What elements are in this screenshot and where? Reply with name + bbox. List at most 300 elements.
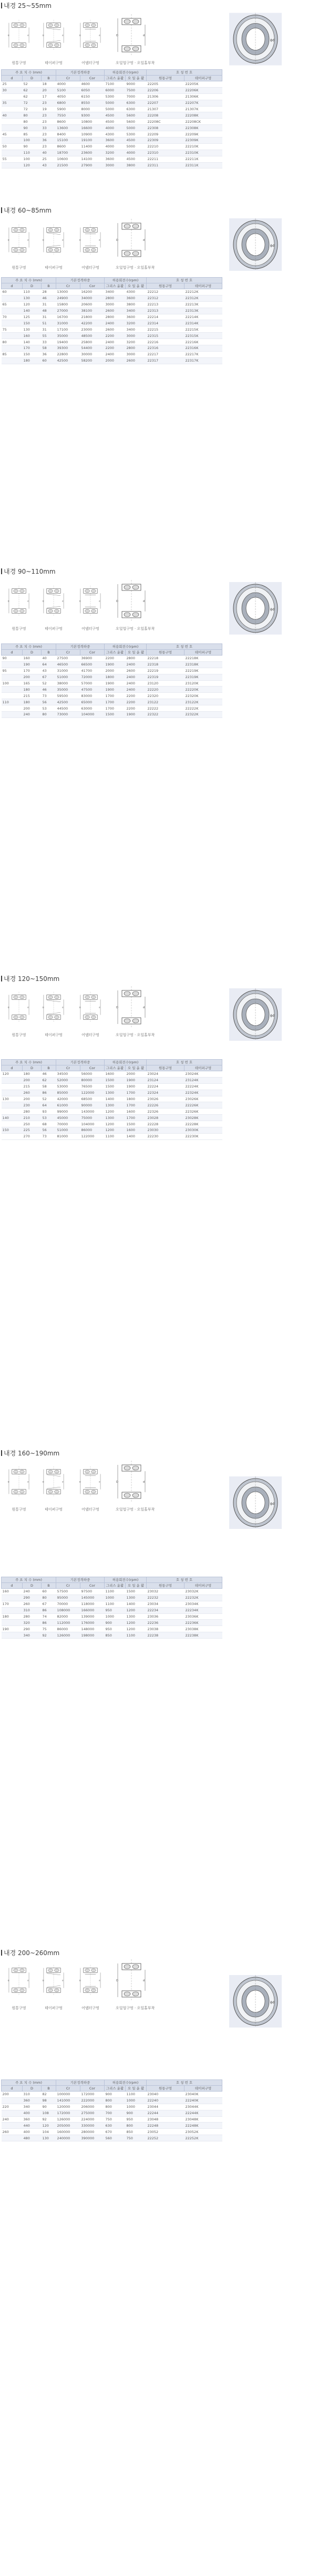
table-cell: 2200 <box>105 345 126 352</box>
standard-caption: 원통구멍 <box>12 61 26 65</box>
table-cell: 23024K <box>184 1071 222 1078</box>
table-cell: 2400 <box>105 351 126 357</box>
table-row <box>2 143 222 150</box>
table-cell: 90 <box>23 143 42 150</box>
table-cell: 130 <box>23 326 42 333</box>
table-cell: 122000 <box>80 1133 105 1139</box>
tapered-bore-diagram <box>42 1458 65 1512</box>
table-cell: 46 <box>42 295 56 301</box>
table-cell: 330000 <box>80 2123 105 2129</box>
table-cell: 290 <box>23 1595 42 1601</box>
table-cell: 7000 <box>126 93 147 100</box>
table-cell: 800 <box>105 2097 126 2104</box>
table-cell: 22222 <box>147 705 184 712</box>
table-cell: 60 <box>2 289 23 295</box>
table-cell: 130 <box>42 2135 56 2141</box>
header-bearing-no: 호 칭 번 호 <box>147 1577 222 1583</box>
table-cell: 950 <box>126 2116 147 2123</box>
table-cell: 104000 <box>80 712 105 718</box>
table-cell: 62 <box>23 87 42 93</box>
table-cell: 148000 <box>80 1626 105 1632</box>
table-cell: 108000 <box>56 1607 80 1613</box>
table-cell: 23032 <box>147 1589 184 1595</box>
svg-text:d: d <box>143 1481 145 1484</box>
table-cell: 22217K <box>184 351 222 357</box>
table-cell <box>2 333 23 339</box>
table-cell: 45000 <box>56 1115 80 1121</box>
svg-text:d: d <box>62 1481 64 1483</box>
svg-text:d: d <box>99 1481 100 1483</box>
svg-text:D: D <box>42 1481 44 1483</box>
table-cell: 750 <box>126 2135 147 2141</box>
svg-text:D: D <box>42 34 44 37</box>
table-cell: 23052 <box>147 2129 184 2135</box>
table-cell <box>2 674 23 680</box>
withdrawal-caption: 오일업구멍 · 오일홀부착 <box>116 2006 155 2010</box>
table-cell: 15100 <box>56 138 80 144</box>
table-cell: 22212K <box>184 289 222 295</box>
table-cell <box>2 1108 23 1115</box>
withdrawal-bore-diagram <box>116 984 155 1037</box>
table-cell: 900 <box>126 2110 147 2116</box>
table-cell <box>2 295 23 301</box>
table-cell: 100 <box>23 138 42 144</box>
table-cell: 43 <box>42 162 56 168</box>
svg-text:ϕd: ϕd <box>270 608 274 611</box>
svg-text:D: D <box>116 239 118 242</box>
table-cell: 1200 <box>105 1121 126 1127</box>
table-cell: 22324 <box>147 1090 184 1096</box>
table-cell: 22224 <box>147 1083 184 1090</box>
table-row <box>2 357 222 364</box>
table-cell: 27500 <box>56 656 80 662</box>
table-cell: 22215K <box>184 326 222 333</box>
table-cell: 22218 <box>147 656 184 662</box>
table-cell: 1200 <box>126 1620 147 1626</box>
header-taper: 테이퍼구멍 <box>184 76 222 81</box>
table-cell: 2800 <box>126 656 147 662</box>
table-row <box>2 705 222 712</box>
table-cell: 6800 <box>56 100 80 106</box>
table-row <box>2 339 222 345</box>
table-cell <box>2 693 23 699</box>
header-basic-load: 기본정격하중 <box>56 278 105 283</box>
table-cell: 22317K <box>184 357 222 364</box>
table-cell: 3000 <box>105 162 126 168</box>
table-row <box>2 1632 222 1639</box>
table-cell: 21306 <box>147 93 184 100</box>
table-cell: 110 <box>23 150 42 156</box>
table-cell: 22207K <box>184 100 222 106</box>
table-cell: 31000 <box>56 668 80 674</box>
spec-table <box>1 277 222 364</box>
table-cell: 86 <box>42 1607 56 1613</box>
table-cell: 22208CK <box>184 119 222 125</box>
standard-caption: 원통구멍 <box>12 2006 26 2010</box>
table-cell: 3800 <box>126 162 147 168</box>
table-cell: 80 <box>23 112 42 119</box>
table-cell: 120 <box>2 1071 23 1078</box>
table-cell: 22219K <box>184 668 222 674</box>
table-cell: 23052K <box>184 2129 222 2135</box>
table-cell: 6300 <box>126 106 147 112</box>
table-cell: 80000 <box>80 1077 105 1083</box>
table-cell: 22232 <box>147 1595 184 1601</box>
table-cell: 112000 <box>56 1620 80 1626</box>
svg-text:D: D <box>42 239 44 241</box>
header-Cor: Cor <box>80 1583 105 1589</box>
table-cell: 24900 <box>56 295 80 301</box>
table-cell: 2800 <box>105 295 126 301</box>
table-cell: 9000 <box>126 81 147 88</box>
table-cell: 141000 <box>56 2097 80 2104</box>
withdrawal-caption: 오일업구멍 · 오일홀부착 <box>116 1033 155 1037</box>
table-cell: 1500 <box>105 1083 126 1090</box>
table-cell: 22240K <box>184 2097 222 2104</box>
table-cell: 176000 <box>80 1620 105 1626</box>
svg-text:D: D <box>79 239 81 241</box>
table-row <box>2 100 222 106</box>
header-main-dim: 주 요 치 수 (mm) <box>2 278 56 283</box>
svg-text:D: D <box>116 1481 118 1484</box>
table-cell <box>2 138 23 144</box>
table-cell: 9300 <box>80 112 105 119</box>
table-cell: 23 <box>42 112 56 119</box>
table-row <box>2 1096 222 1102</box>
header-bearing-no: 호 칭 번 호 <box>147 644 222 650</box>
table-cell: 4300 <box>105 131 126 138</box>
table-cell: 22322 <box>147 712 184 718</box>
bearing-photo-diagram <box>229 216 282 275</box>
table-cell: 8550 <box>80 100 105 106</box>
table-cell: 125 <box>23 314 42 320</box>
table-cell: 340 <box>23 1632 42 1639</box>
tapered-caption: 테이퍼구멍 <box>45 2006 63 2010</box>
spec-table <box>1 2079 222 2141</box>
table-cell: 160 <box>23 333 42 339</box>
svg-text:D: D <box>79 1006 81 1009</box>
table-cell: 22210 <box>147 143 184 150</box>
table-cell: 122000 <box>80 1090 105 1096</box>
header-bearing-no: 호 칭 번 호 <box>147 278 222 283</box>
tapered-bore-diagram <box>42 577 65 631</box>
table-cell: 160000 <box>56 2129 80 2135</box>
table-row <box>2 674 222 680</box>
table-cell <box>2 1595 23 1601</box>
adapter-caption: 어댑터구멍 <box>81 61 99 65</box>
table-row <box>2 2135 222 2141</box>
table-cell: 23038 <box>147 1626 184 1632</box>
table-cell: 5300 <box>126 131 147 138</box>
table-cell: 22224K <box>184 1083 222 1090</box>
table-row <box>2 119 222 125</box>
svg-text:d: d <box>62 600 64 603</box>
section-title: 내경 25~55mm <box>1 1 52 10</box>
table-cell: 23036K <box>184 1613 222 1620</box>
svg-text:D: D <box>42 600 44 603</box>
svg-text:d: d <box>143 34 145 37</box>
header-grease: 그리스 윤활 <box>105 1065 126 1071</box>
header-D: D <box>23 1065 42 1071</box>
table-cell: 97500 <box>80 1589 105 1595</box>
table-cell: 4500 <box>126 138 147 144</box>
table-cell: 22215 <box>147 326 184 333</box>
table-cell: 70 <box>2 314 23 320</box>
header-bearing-no: 호 칭 번 호 <box>147 70 222 76</box>
table-cell: 750 <box>105 2116 126 2123</box>
svg-text:d: d <box>99 34 100 37</box>
table-cell: 205000 <box>56 2123 80 2129</box>
table-row <box>2 1071 222 1078</box>
table-cell: 224000 <box>80 2116 105 2123</box>
table-row <box>2 1102 222 1108</box>
svg-text:D: D <box>42 1979 44 1982</box>
header-Cor: Cor <box>80 283 105 289</box>
table-cell: 52 <box>42 680 56 687</box>
table-cell: 61000 <box>56 1102 80 1108</box>
table-cell: 90000 <box>80 1102 105 1108</box>
table-row <box>2 345 222 352</box>
table-row <box>2 1613 222 1620</box>
table-cell: 950 <box>105 1607 126 1613</box>
table-cell: 22207 <box>147 100 184 106</box>
table-cell: 23026 <box>147 1096 184 1102</box>
header-d: d <box>2 1583 23 1589</box>
table-cell: 48500 <box>80 333 105 339</box>
header-basic-load: 기본정격하중 <box>56 644 105 650</box>
table-cell: 23044K <box>184 2104 222 2110</box>
table-cell: 5000 <box>126 143 147 150</box>
table-cell: 8600 <box>56 119 80 125</box>
table-row <box>2 1083 222 1090</box>
svg-text:ϕd: ϕd <box>270 1502 274 1506</box>
table-cell: 22324K <box>184 1090 222 1096</box>
table-cell: 170 <box>2 1601 23 1607</box>
table-row <box>2 162 222 168</box>
table-cell: 1500 <box>105 1077 126 1083</box>
table-cell: 90 <box>2 656 23 662</box>
table-row <box>2 1601 222 1607</box>
table-cell: 4600 <box>80 81 105 88</box>
table-cell: 440 <box>23 2123 42 2129</box>
table-cell: 3800 <box>126 301 147 308</box>
table-cell: 190 <box>2 1626 23 1632</box>
table-cell: 22326K <box>184 1108 222 1115</box>
adapter-bore-diagram <box>79 1458 102 1512</box>
svg-text:d: d <box>27 34 29 37</box>
spec-table <box>1 643 222 718</box>
table-cell: 98 <box>42 2097 56 2104</box>
table-cell: 41700 <box>80 668 105 674</box>
table-cell: 22308K <box>184 125 222 131</box>
table-cell: 95000 <box>56 1595 80 1601</box>
table-cell: 22211K <box>184 156 222 162</box>
table-cell: 120 <box>23 301 42 308</box>
table-cell: 126000 <box>56 1632 80 1639</box>
table-cell: 23120 <box>147 680 184 687</box>
table-cell: 240 <box>2 2116 23 2123</box>
table-cell: 1400 <box>126 1601 147 1607</box>
table-cell: 1200 <box>126 1626 147 1632</box>
header-D: D <box>23 1583 42 1589</box>
table-cell: 47500 <box>80 687 105 693</box>
table-cell: 150 <box>23 351 42 357</box>
table-cell: 36900 <box>80 656 105 662</box>
table-cell: 170 <box>23 345 42 352</box>
table-cell: 230 <box>23 1102 42 1108</box>
table-cell: 22220K <box>184 687 222 693</box>
table-cell: 22210K <box>184 143 222 150</box>
svg-text:D: D <box>42 1006 44 1009</box>
table-cell: 42000 <box>56 1096 80 1102</box>
table-cell: 180 <box>2 1613 23 1620</box>
table-cell: 44500 <box>56 705 80 712</box>
bearing-photo-diagram <box>229 1458 282 1549</box>
table-cell: 53 <box>42 1115 56 1121</box>
table-cell: 56000 <box>80 1071 105 1078</box>
header-main-dim: 주 요 치 수 (mm) <box>2 2080 56 2086</box>
table-cell: 53000 <box>56 1083 80 1090</box>
table-cell: 290 <box>23 1626 42 1632</box>
table-cell: 23038K <box>184 1626 222 1632</box>
table-cell: 75 <box>2 326 23 333</box>
table-cell: 1700 <box>105 705 126 712</box>
table-cell: 22208C <box>147 119 184 125</box>
table-cell <box>2 1620 23 1626</box>
table-cell: 118000 <box>80 1601 105 1607</box>
header-main-dim: 주 요 치 수 (mm) <box>2 1577 56 1583</box>
table-cell: 4500 <box>105 119 126 125</box>
header-B: B <box>42 76 56 81</box>
table-cell <box>2 119 23 125</box>
table-cell: 81000 <box>56 1133 80 1139</box>
table-cell: 139000 <box>80 1613 105 1620</box>
header-limit-speed: 허용회전수(rpm) <box>105 644 147 650</box>
table-cell: 56 <box>42 699 56 705</box>
table-cell: 23124 <box>147 1077 184 1083</box>
header-Cr: Cr <box>56 1065 80 1071</box>
table-cell: 1800 <box>126 1096 147 1102</box>
table-cell: 120000 <box>56 2104 80 2110</box>
table-cell: 50 <box>2 143 23 150</box>
table-cell: 19 <box>42 106 56 112</box>
table-cell: 5000 <box>105 100 126 106</box>
table-cell: 200 <box>2 2092 23 2098</box>
svg-text:d: d <box>99 1006 100 1009</box>
svg-text:d: d <box>143 600 145 603</box>
table-cell: 120 <box>42 2123 56 2129</box>
table-cell: 31 <box>42 326 56 333</box>
header-d: d <box>2 2086 23 2092</box>
table-cell: 22311K <box>184 162 222 168</box>
table-cell: 23 <box>42 131 56 138</box>
table-cell: 850 <box>105 1632 126 1639</box>
table-cell: 2600 <box>105 308 126 314</box>
header-main-dim: 주 요 치 수 (mm) <box>2 1060 56 1065</box>
table-cell: 22208 <box>147 112 184 119</box>
table-cell: 10600 <box>56 156 80 162</box>
table-cell: 5000 <box>126 125 147 131</box>
tapered-caption: 테이퍼구멍 <box>45 61 63 65</box>
table-row <box>2 314 222 320</box>
table-cell <box>2 1077 23 1083</box>
table-cell: 23030K <box>184 1127 222 1134</box>
header-main-dim: 주 요 치 수 (mm) <box>2 70 56 76</box>
table-row <box>2 289 222 295</box>
table-cell: 23 <box>42 143 56 150</box>
table-cell: 20600 <box>80 301 105 308</box>
section-title: 내경 60~85mm <box>1 206 52 215</box>
table-cell: 200 <box>23 674 42 680</box>
table-cell: 2200 <box>126 699 147 705</box>
table-cell: 21500 <box>56 162 80 168</box>
table-cell: 22213 <box>147 301 184 308</box>
table-cell: 13000 <box>56 289 80 295</box>
table-cell: 800 <box>126 2123 147 2129</box>
table-cell: 220 <box>2 2104 23 2110</box>
table-cell: 1300 <box>105 1090 126 1096</box>
header-cyl: 원통구멍 <box>147 1065 184 1071</box>
withdrawal-bore-diagram <box>116 216 155 270</box>
table-cell: 42500 <box>56 357 80 364</box>
table-cell: 1100 <box>105 1133 126 1139</box>
table-cell: 11400 <box>80 143 105 150</box>
table-cell: 15800 <box>56 301 80 308</box>
table-cell: 22309 <box>147 138 184 144</box>
table-cell: 25800 <box>80 339 105 345</box>
standard-caption: 원통구멍 <box>12 266 26 270</box>
table-cell: 22216K <box>184 339 222 345</box>
table-cell: 1200 <box>126 1607 147 1613</box>
table-cell: 85 <box>2 351 23 357</box>
table-cell: 4500 <box>105 112 126 119</box>
table-cell: 1600 <box>126 1127 147 1134</box>
adapter-caption: 어댑터구멍 <box>81 266 99 270</box>
table-cell: 22326 <box>147 1108 184 1115</box>
table-cell: 40 <box>2 112 23 119</box>
table-row <box>2 333 222 339</box>
table-cell: 215 <box>23 693 42 699</box>
table-cell: 2000 <box>105 668 126 674</box>
table-cell: 22238K <box>184 1632 222 1639</box>
table-cell: 59500 <box>56 693 80 699</box>
table-cell: 270 <box>23 1133 42 1139</box>
header-d: d <box>2 76 23 81</box>
table-cell: 1000 <box>105 1595 126 1601</box>
table-cell: 1900 <box>126 1083 147 1090</box>
table-cell: 67 <box>42 1601 56 1607</box>
svg-text:ϕd: ϕd <box>270 1014 274 1018</box>
table-cell: 2400 <box>126 661 147 668</box>
table-row <box>2 656 222 662</box>
table-cell: 72 <box>23 106 42 112</box>
withdrawal-bore-diagram <box>116 1458 155 1512</box>
table-cell: 33 <box>42 125 56 131</box>
header-Cor: Cor <box>80 650 105 656</box>
table-cell: 70000 <box>56 1601 80 1607</box>
spec-table <box>1 69 222 168</box>
bearing-photo-diagram <box>229 1957 282 2048</box>
table-cell: 1200 <box>105 1127 126 1134</box>
standard-caption: 원통구멍 <box>12 1033 26 1037</box>
table-cell: 22218K <box>184 656 222 662</box>
table-cell <box>2 357 23 364</box>
table-cell: 62 <box>23 93 42 100</box>
table-cell: 250 <box>23 1121 42 1127</box>
table-cell: 2200 <box>105 333 126 339</box>
table-cell: 31 <box>42 314 56 320</box>
table-cell <box>2 1133 23 1139</box>
